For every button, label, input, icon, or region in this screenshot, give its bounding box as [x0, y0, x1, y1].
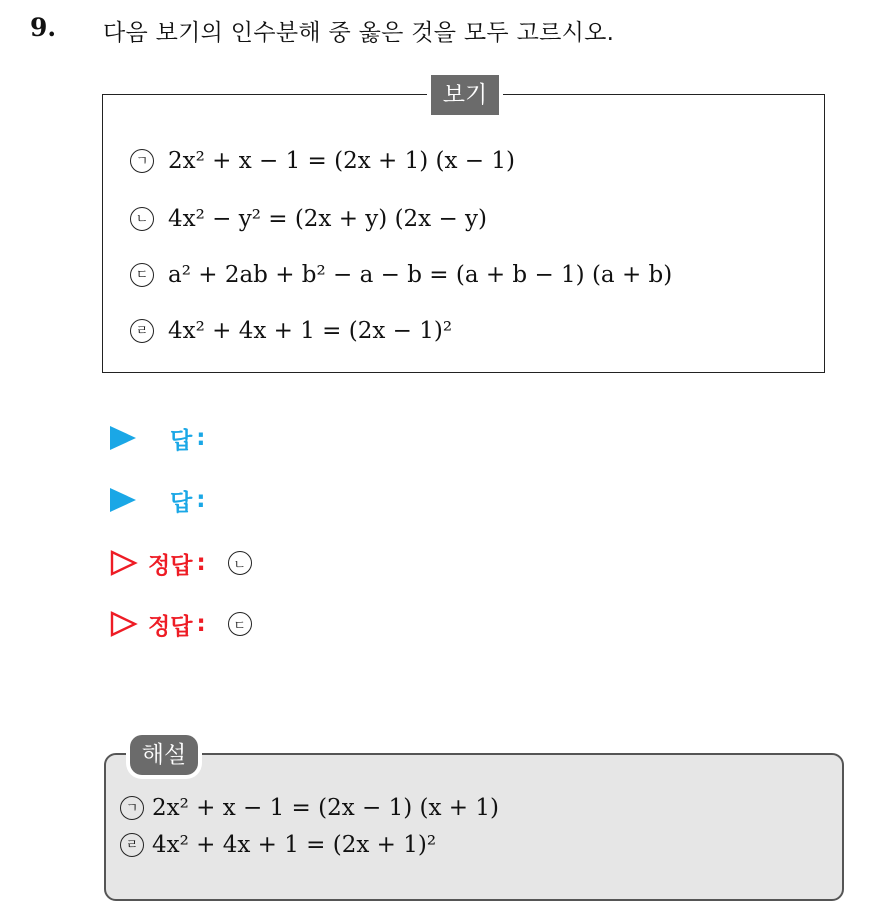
bogi-item-3: [130, 258, 672, 292]
bogi-item-2: [130, 202, 487, 236]
answer-colon: :: [196, 425, 206, 451]
question-text: 다음 보기의 인수분해 중 옳은 것을 모두 고르시오.: [103, 20, 615, 46]
formula: 4x² − y² = (2x + y) (2x − y): [168, 206, 488, 232]
answer-colon: :: [196, 487, 206, 513]
outline-triangle-icon: [110, 550, 138, 576]
correct-answer-2: [110, 604, 252, 644]
outline-triangle-icon: [110, 611, 138, 637]
play-icon: [110, 426, 136, 450]
answer-blank-2[interactable]: [110, 480, 205, 520]
correct-label: 정답: [148, 552, 193, 579]
bogi-item-1: [130, 144, 515, 178]
correct-answer-1: [110, 543, 252, 583]
bogi-label: 보기: [431, 75, 499, 115]
correct-colon: :: [196, 611, 206, 637]
correct-label: 정답: [148, 613, 193, 640]
bogi-item-4: [130, 314, 452, 348]
explanation-line-2: [120, 828, 436, 862]
formula: 4x² + 4x + 1 = (2x + 1)²: [152, 832, 437, 858]
marker-nieun: ㄴ: [130, 207, 154, 231]
explanation-line-1: [120, 791, 499, 825]
question-number: 9.: [30, 13, 57, 42]
explanation-label: 해설: [130, 735, 198, 775]
answer-label: 답: [170, 489, 193, 516]
marker-rieul: ㄹ: [120, 833, 144, 857]
formula: 2x² + x − 1 = (2x + 1) (x − 1): [168, 148, 515, 174]
marker-rieul: ㄹ: [130, 319, 154, 343]
formula: a² + 2ab + b² − a − b = (a + b − 1) (a + b): [168, 262, 673, 288]
play-icon: [110, 488, 136, 512]
correct-colon: :: [196, 550, 206, 576]
marker-giyeok: ㄱ: [120, 796, 144, 820]
explanation-panel: [104, 753, 844, 901]
formula: 2x² + x − 1 = (2x − 1) (x + 1): [152, 795, 499, 821]
answer-label: 답: [170, 427, 193, 454]
correct-marker: ㄷ: [228, 612, 252, 636]
correct-marker: ㄴ: [228, 551, 252, 575]
marker-digeut: ㄷ: [130, 263, 154, 287]
marker-giyeok: ㄱ: [130, 149, 154, 173]
formula: 4x² + 4x + 1 = (2x − 1)²: [168, 318, 453, 344]
answer-blank-1[interactable]: [110, 418, 205, 458]
